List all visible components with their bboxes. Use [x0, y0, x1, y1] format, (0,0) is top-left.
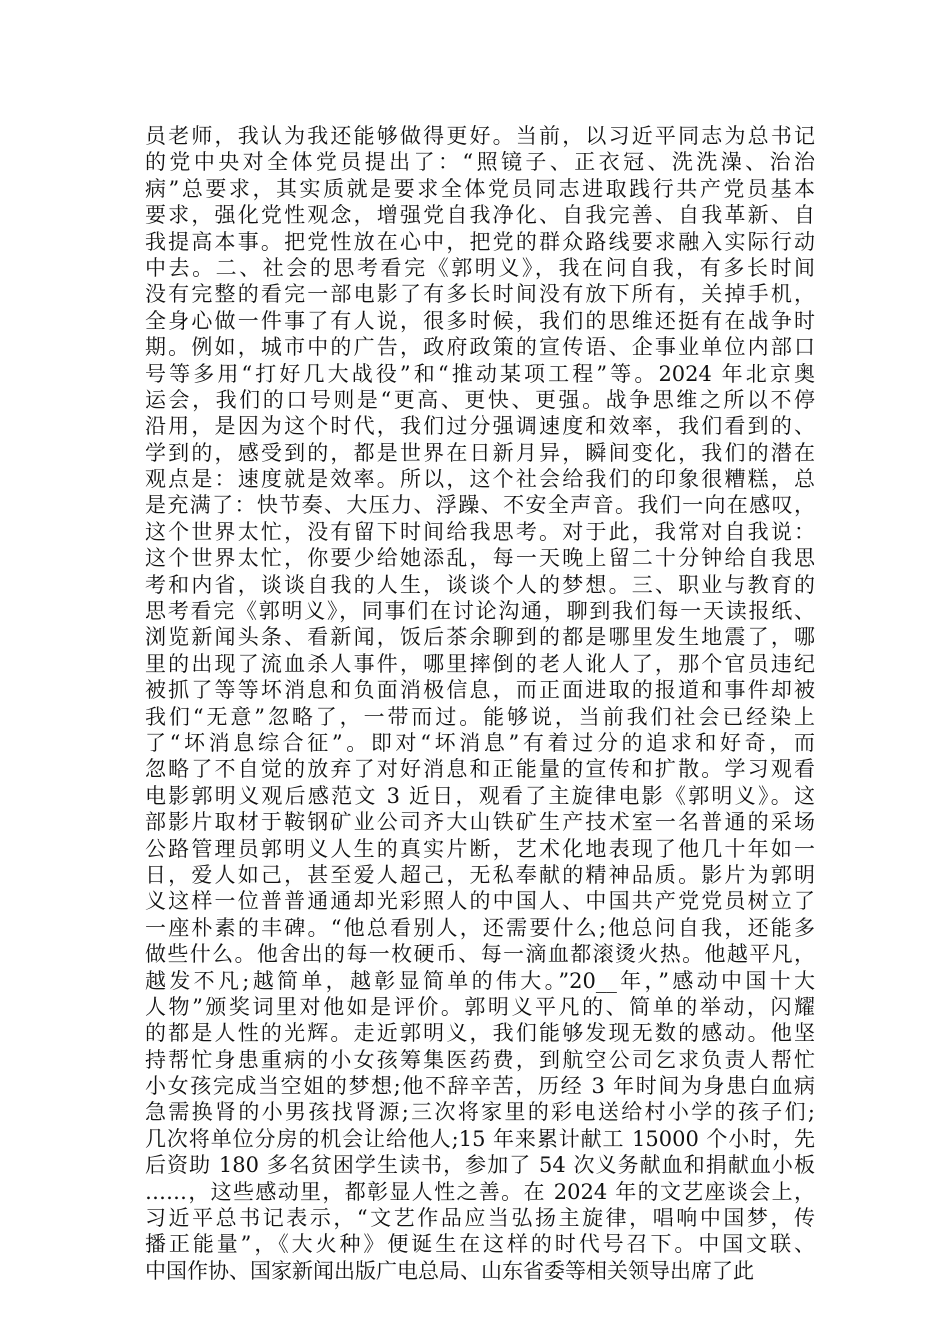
text-line: 思考看完《郭明义》，同事们在讨论沟通，聊到我们每一天读报纸、	[145, 599, 815, 624]
text-line: 考和内省，谈谈自我的人生，谈谈个人的梦想。三、职业与教育的	[145, 572, 815, 597]
text-line: 号等多用“打好几大战役”和“推动某项工程”等。2024 年北京奥	[145, 361, 815, 386]
text-line: 要求，强化党性观念，增强党自我净化、自我完善、自我革新、自	[145, 203, 815, 228]
text-line: 电影郭明义观后感范文 3 近日，观看了主旋律电影《郭明义》。这	[145, 783, 815, 808]
text-line: 人物”颁奖词里对他如是评价。郭明义平凡的、简单的举动，闪耀	[145, 994, 815, 1019]
text-line: 越发不凡;越简单，越彰显简单的伟大。”20__年，”感动中国十大	[145, 968, 815, 993]
text-line: 了“坏消息综合征”。即对“坏消息”有着过分的追求和好奇，而	[145, 730, 815, 755]
text-line: 小女孩完成当空姐的梦想;他不辞辛苦，历经 3 年时间为身患白血病	[145, 1074, 815, 1099]
text-line: 期。例如，城市中的广告，政府政策的宣传语、企事业单位内部口	[145, 335, 815, 360]
text-line: 员老师，我认为我还能够做得更好。当前，以习近平同志为总书记	[145, 124, 815, 148]
text-line: 一座朴素的丰碑。“他总看别人，还需要什么;他总问自我，还能多	[145, 915, 815, 940]
text-line: 里的出现了流血杀人事件，哪里摔倒的老人讹人了，那个官员违纪	[145, 651, 815, 676]
text-line: 观点是：速度就是效率。所以，这个社会给我们的印象很糟糕，总	[145, 467, 815, 492]
text-line: 日，爱人如己，甚至爱人超己，无私奉献的精神品质。影片为郭明	[145, 862, 815, 887]
text-line: ……，这些感动里，都彰显人性之善。在 2024 年的文艺座谈会上，	[145, 1179, 815, 1204]
text-line: 习近平总书记表示，“文艺作品应当弘扬主旋律，唱响中国梦，传	[145, 1206, 815, 1231]
text-line: 全身心做一件事了有人说，很多时候，我们的思维还挺有在战争时	[145, 308, 815, 333]
text-line: 沿用，是因为这个时代，我们过分强调速度和效率，我们看到的、	[145, 414, 815, 439]
text-line: 中去。二、社会的思考看完《郭明义》，我在问自我，有多长时间	[145, 255, 815, 280]
text-line: 学到的，感受到的，都是世界在日新月异，瞬间变化，我们的潜在	[145, 440, 815, 465]
text-line: 的党中央对全体党员提出了：“照镜子、正衣冠、洗洗澡、治治	[145, 150, 815, 175]
text-line: 急需换肾的小男孩找肾源;三次将家里的彩电送给村小学的孩子们;	[145, 1100, 815, 1125]
text-line: 忽略了不自觉的放弃了对好消息和正能量的宣传和扩散。学习观看	[145, 757, 815, 782]
text-line: 义这样一位普普通通却光彩照人的中国人、中国共产党党员树立了	[145, 889, 815, 914]
text-line: 运会，我们的口号则是“更高、更快、更强。战争思维之所以不停	[145, 387, 815, 412]
text-line: 几次将单位分房的机会让给他人;15 年来累计献工 15000 个小时，先	[145, 1126, 815, 1151]
text-line: 被抓了等等坏消息和负面消极信息，而正面进取的报道和事件却被	[145, 678, 815, 703]
text-line: 持帮忙身患重病的小女孩筹集医药费，到航空公司乞求负责人帮忙	[145, 1047, 815, 1072]
text-line: 没有完整的看完一部电影了有多长时间没有放下所有，关掉手机，	[145, 282, 815, 307]
text-line: 播正能量”，《大火种》便诞生在这样的时代号召下。中国文联、	[145, 1232, 815, 1257]
text-line: 部影片取材于鞍钢矿业公司齐大山铁矿生产技术室一名普通的采场	[145, 810, 815, 835]
text-line: 我提高本事。把党性放在心中，把党的群众路线要求融入实际行动	[145, 229, 815, 254]
text-line: 是充满了：快节奏、大压力、浮躁、不安全声音。我们一向在感叹，	[145, 493, 815, 518]
text-line: 的都是人性的光辉。走近郭明义，我们能够发现无数的感动。他坚	[145, 1021, 815, 1046]
text-line: 公路管理员郭明义人生的真实片断，艺术化地表现了他几十年如一	[145, 836, 815, 861]
text-line: 浏览新闻头条、看新闻，饭后茶余聊到的都是哪里发生地震了，哪	[145, 625, 815, 650]
text-line: 病”总要求，其实质就是要求全体党员同志进取践行共产党员基本	[145, 176, 815, 201]
text-line: 这个世界太忙，你要少给她添乱，每一天晚上留二十分钟给自我思	[145, 546, 815, 571]
text-line: 后资助 180 多名贫困学生读书，参加了 54 次义务献血和捐献血小板	[145, 1153, 815, 1178]
document-body	[145, 123, 815, 1284]
text-line: 中国作协、国家新闻出版广电总局、山东省委等相关领导出席了此	[145, 1258, 754, 1283]
text-line: 我们“无意”忽略了，一带而过。能够说，当前我们社会已经染上	[145, 704, 815, 729]
text-line: 做些什么。他舍出的每一枚硬币、每一滴血都滚烫火热。他越平凡，	[145, 942, 815, 967]
text-line: 这个世界太忙，没有留下时间给我思考。对于此，我常对自我说：	[145, 519, 815, 544]
